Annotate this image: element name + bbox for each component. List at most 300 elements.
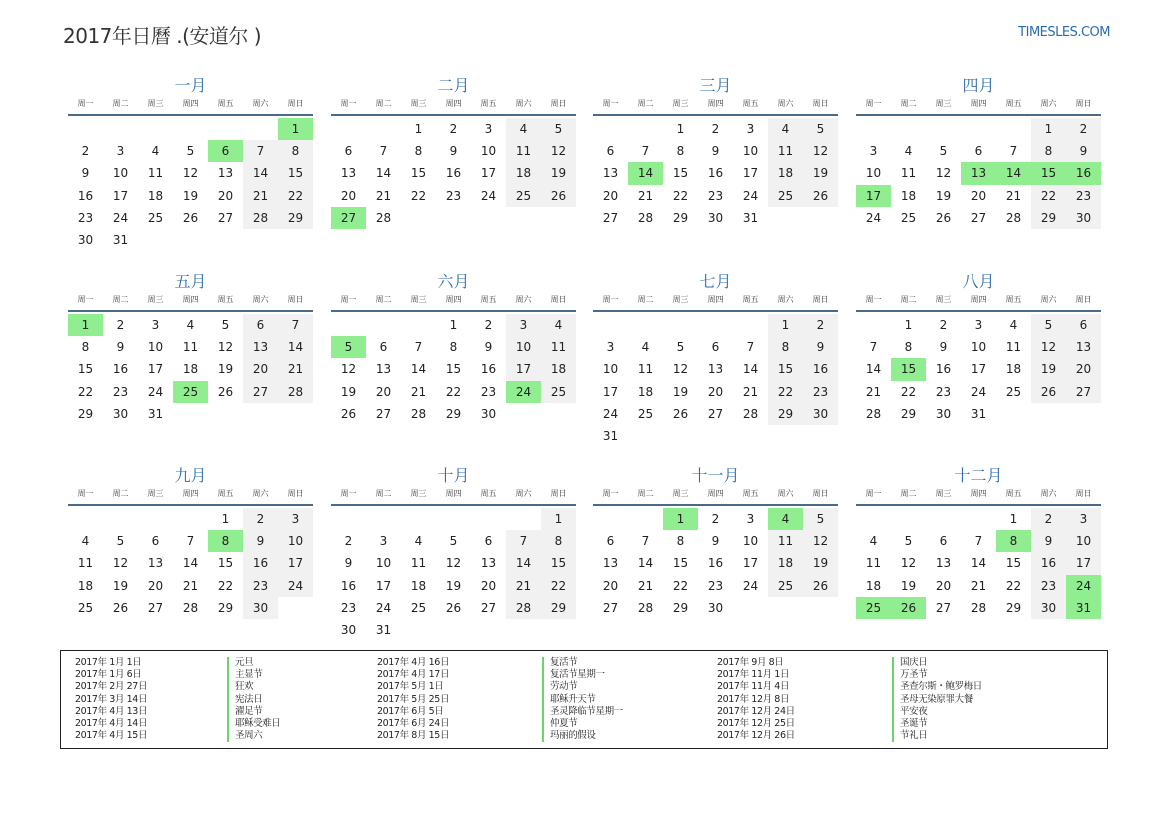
weekday-label: 周五 [742, 489, 759, 498]
day-cell: 29 [445, 406, 462, 421]
day-cell: 19 [1031, 358, 1066, 380]
day-cell: 2 [939, 318, 948, 332]
holiday-day-cell: 14 [628, 162, 663, 184]
day-cell: 7 [746, 340, 755, 355]
weekday-label: 周五 [217, 295, 234, 304]
day-cell: 20 [243, 358, 278, 380]
day-cell: 22 [1031, 185, 1066, 207]
month-6 [331, 271, 576, 425]
day-cell: 14 [742, 362, 759, 377]
month-name: 十月 [437, 466, 470, 485]
day-cell: 22 [77, 384, 94, 399]
day-cell: 2 [1031, 508, 1066, 530]
day-cell: 3 [379, 534, 388, 549]
day-cell: 12 [803, 530, 838, 552]
day-cell: 26 [112, 600, 129, 615]
day-cell: 12 [112, 556, 129, 571]
day-cell: 13 [602, 166, 619, 181]
weekday-label: 周三 [147, 489, 164, 498]
weekday-header [68, 293, 313, 312]
weekday-label: 周四 [182, 295, 199, 304]
weekday-header [856, 487, 1101, 506]
day-cell: 14 [278, 336, 313, 358]
day-cell: 2 [243, 508, 278, 530]
day-grid [593, 508, 838, 619]
day-cell: 13 [340, 166, 357, 181]
day-cell: 16 [445, 166, 462, 181]
day-cell: 26 [217, 384, 234, 399]
day-cell: 23 [480, 384, 497, 399]
day-cell: 10 [602, 362, 619, 377]
day-cell: 24 [480, 188, 497, 203]
day-cell: 1 [414, 122, 423, 136]
day-cell: 12 [541, 140, 576, 162]
empty-cell [593, 314, 628, 336]
empty-cell [138, 118, 173, 140]
weekday-label: 周三 [147, 99, 164, 108]
day-cell: 19 [217, 362, 234, 377]
weekday-label: 周日 [287, 295, 304, 304]
weekday-label: 周六 [777, 99, 794, 108]
day-cell: 10 [865, 166, 882, 181]
day-cell: 3 [1066, 508, 1101, 530]
day-cell: 27 [480, 600, 497, 615]
holiday-day-cell: 6 [208, 140, 243, 162]
weekday-label: 周日 [812, 99, 829, 108]
day-cell: 10 [742, 534, 759, 549]
day-cell: 7 [414, 340, 423, 355]
day-cell: 14 [182, 556, 199, 571]
empty-cell [471, 508, 506, 530]
day-cell: 14 [375, 166, 392, 181]
day-cell: 4 [541, 314, 576, 336]
day-cell: 17 [742, 166, 759, 181]
day-cell: 19 [340, 384, 357, 399]
day-cell: 4 [506, 118, 541, 140]
day-cell: 4 [151, 144, 160, 159]
day-cell: 22 [672, 188, 689, 203]
day-cell: 2 [711, 122, 720, 136]
day-cell: 12 [803, 140, 838, 162]
day-cell: 20 [217, 188, 234, 203]
day-cell: 5 [803, 118, 838, 140]
empty-cell [401, 314, 436, 336]
holiday-day-cell: 13 [961, 162, 996, 184]
empty-cell [366, 314, 401, 336]
day-cell: 8 [676, 144, 685, 159]
day-cell: 24 [970, 384, 987, 399]
day-cell: 22 [672, 578, 689, 593]
day-cell: 23 [445, 188, 462, 203]
weekday-label: 周三 [672, 295, 689, 304]
day-cell: 9 [116, 340, 125, 355]
weekday-label: 周三 [147, 295, 164, 304]
holiday-day-cell: 8 [996, 530, 1031, 552]
day-cell: 30 [243, 597, 278, 619]
day-cell: 5 [904, 534, 913, 549]
day-cell: 12 [445, 556, 462, 571]
holiday-day-cell: 15 [1031, 162, 1066, 184]
day-cell: 20 [375, 384, 392, 399]
day-cell: 15 [541, 552, 576, 574]
day-cell: 11 [1005, 340, 1022, 355]
day-cell: 21 [410, 384, 427, 399]
day-cell: 4 [414, 534, 423, 549]
day-cell: 27 [243, 381, 278, 403]
holiday-name: 圣查尔斯・鲍罗梅日 [900, 681, 982, 693]
day-cell: 12 [900, 556, 917, 571]
day-cell: 28 [278, 381, 313, 403]
day-cell: 9 [81, 166, 90, 181]
day-cell: 24 [112, 210, 129, 225]
day-cell: 23 [1031, 575, 1066, 597]
holiday-name: 圣灵降临节星期一 [550, 705, 623, 717]
day-cell: 18 [768, 552, 803, 574]
day-cell: 11 [865, 556, 882, 571]
day-cell: 7 [869, 340, 878, 355]
day-cell: 27 [217, 210, 234, 225]
day-cell: 18 [147, 188, 164, 203]
day-cell: 7 [379, 144, 388, 159]
day-cell: 21 [970, 578, 987, 593]
day-cell: 17 [278, 552, 313, 574]
day-cell: 5 [676, 340, 685, 355]
month-4 [856, 75, 1101, 229]
weekday-label: 周日 [1075, 295, 1092, 304]
empty-cell [243, 118, 278, 140]
day-cell: 20 [1066, 358, 1101, 380]
day-cell: 2 [803, 314, 838, 336]
day-cell: 3 [746, 122, 755, 136]
day-cell: 1 [541, 508, 576, 530]
day-cell: 9 [243, 530, 278, 552]
weekday-label: 周六 [1040, 489, 1057, 498]
weekday-label: 周四 [445, 295, 462, 304]
month-name: 十二月 [954, 466, 1003, 485]
month-5 [68, 271, 313, 425]
holiday-dates-column [377, 657, 449, 742]
day-cell: 28 [243, 207, 278, 229]
weekday-label: 周四 [707, 489, 724, 498]
weekday-label: 周五 [1005, 295, 1022, 304]
holiday-dates-column [75, 657, 147, 742]
day-cell: 4 [768, 118, 803, 140]
day-cell: 16 [112, 362, 129, 377]
empty-cell [733, 314, 768, 336]
holiday-day-cell: 24 [1066, 575, 1101, 597]
holiday-names-column [542, 657, 623, 742]
empty-cell [961, 508, 996, 530]
day-cell: 18 [637, 384, 654, 399]
day-cell: 26 [935, 210, 952, 225]
day-cell: 25 [768, 575, 803, 597]
day-cell: 1 [1009, 512, 1018, 526]
weekday-label: 周一 [340, 99, 357, 108]
day-cell: 22 [278, 185, 313, 207]
day-cell: 12 [182, 166, 199, 181]
day-cell: 11 [900, 166, 917, 181]
day-cell: 29 [1031, 207, 1066, 229]
day-cell: 23 [243, 575, 278, 597]
day-cell: 18 [1005, 362, 1022, 377]
day-cell: 21 [742, 384, 759, 399]
holiday-day-cell: 31 [1066, 597, 1101, 619]
day-cell: 7 [974, 534, 983, 549]
empty-cell [891, 118, 926, 140]
weekday-header [593, 293, 838, 312]
holiday-date: 2017年 6月 24日 [377, 718, 450, 730]
day-cell: 28 [506, 597, 541, 619]
holiday-day-cell: 4 [768, 508, 803, 530]
day-cell: 27 [970, 210, 987, 225]
day-cell: 29 [768, 403, 803, 425]
month-name: 二月 [437, 76, 470, 95]
day-cell: 7 [243, 140, 278, 162]
empty-cell [856, 314, 891, 336]
day-cell: 3 [869, 144, 878, 159]
empty-cell [698, 314, 733, 336]
holiday-date: 2017年 12月 26日 [717, 730, 795, 742]
day-cell: 30 [480, 406, 497, 421]
weekday-header [856, 293, 1101, 312]
day-cell: 12 [672, 362, 689, 377]
day-cell: 28 [1005, 210, 1022, 225]
day-cell: 7 [641, 144, 650, 159]
day-cell: 10 [506, 336, 541, 358]
weekday-label: 周四 [182, 99, 199, 108]
holiday-name: 节礼日 [900, 730, 928, 742]
weekday-label: 周一 [602, 295, 619, 304]
weekday-label: 周五 [217, 99, 234, 108]
day-cell: 25 [77, 600, 94, 615]
empty-cell [628, 508, 663, 530]
holiday-name: 耶稣升天节 [550, 693, 596, 705]
empty-cell [208, 118, 243, 140]
weekday-label: 周二 [112, 99, 129, 108]
day-cell: 6 [344, 144, 353, 159]
holiday-date: 2017年 11月 1日 [717, 669, 790, 681]
day-cell: 29 [672, 600, 689, 615]
day-cell: 27 [602, 210, 619, 225]
holiday-date: 2017年 4月 13日 [75, 705, 148, 717]
day-grid [593, 118, 838, 229]
holiday-date: 2017年 9月 8日 [717, 657, 784, 668]
day-cell: 29 [672, 210, 689, 225]
day-cell: 25 [147, 210, 164, 225]
weekday-label: 周一 [77, 99, 94, 108]
day-cell: 15 [217, 556, 234, 571]
holiday-day-cell: 25 [173, 381, 208, 403]
weekday-header [593, 97, 838, 116]
holiday-name: 平安夜 [900, 705, 928, 717]
day-cell: 9 [1066, 140, 1101, 162]
day-cell: 13 [243, 336, 278, 358]
day-cell: 9 [711, 144, 720, 159]
empty-cell [926, 118, 961, 140]
day-cell: 9 [939, 340, 948, 355]
day-cell: 25 [506, 185, 541, 207]
weekday-header [593, 487, 838, 506]
month-name: 七月 [699, 272, 732, 291]
day-cell: 11 [506, 140, 541, 162]
day-cell: 21 [637, 578, 654, 593]
day-cell: 14 [506, 552, 541, 574]
empty-cell [366, 118, 401, 140]
weekday-label: 周三 [410, 99, 427, 108]
day-cell: 23 [707, 578, 724, 593]
day-cell: 4 [869, 534, 878, 549]
empty-cell [926, 508, 961, 530]
day-cell: 25 [410, 600, 427, 615]
month-name: 四月 [962, 76, 995, 95]
day-cell: 3 [606, 340, 615, 355]
day-cell: 21 [182, 578, 199, 593]
weekday-label: 周日 [1075, 489, 1092, 498]
weekday-label: 周二 [637, 99, 654, 108]
day-cell: 6 [939, 534, 948, 549]
day-cell: 2 [81, 144, 90, 159]
empty-cell [506, 508, 541, 530]
day-cell: 6 [974, 144, 983, 159]
day-cell: 28 [182, 600, 199, 615]
weekday-label: 周四 [445, 489, 462, 498]
weekday-header [68, 487, 313, 506]
day-cell: 30 [77, 232, 94, 247]
weekday-header [68, 97, 313, 116]
empty-cell [593, 118, 628, 140]
weekday-label: 周四 [970, 295, 987, 304]
site-brand[interactable]: TIMESLES.COM [1018, 25, 1110, 40]
day-cell: 8 [768, 336, 803, 358]
day-cell: 26 [672, 406, 689, 421]
day-cell: 17 [112, 188, 129, 203]
day-cell: 21 [375, 188, 392, 203]
day-cell: 23 [77, 210, 94, 225]
holiday-names-column [227, 657, 281, 742]
day-cell: 23 [112, 384, 129, 399]
day-cell: 31 [375, 622, 392, 637]
month-name: 一月 [174, 76, 207, 95]
weekday-label: 周六 [777, 295, 794, 304]
day-cell: 19 [672, 384, 689, 399]
day-cell: 17 [1066, 552, 1101, 574]
weekday-label: 周一 [865, 99, 882, 108]
month-12 [856, 465, 1101, 619]
day-cell: 27 [707, 406, 724, 421]
day-cell: 1 [1031, 118, 1066, 140]
month-name: 八月 [962, 272, 995, 291]
weekday-label: 周一 [602, 99, 619, 108]
weekday-header [331, 293, 576, 312]
day-cell: 11 [637, 362, 654, 377]
weekday-label: 周五 [480, 99, 497, 108]
day-cell: 29 [541, 597, 576, 619]
day-cell: 21 [278, 358, 313, 380]
day-cell: 17 [147, 362, 164, 377]
day-cell: 21 [506, 575, 541, 597]
holiday-dates-column [717, 657, 795, 742]
day-cell: 20 [602, 578, 619, 593]
weekday-label: 周五 [1005, 99, 1022, 108]
day-cell: 16 [1031, 552, 1066, 574]
weekday-label: 周三 [410, 295, 427, 304]
weekday-label: 周日 [287, 99, 304, 108]
day-cell: 4 [81, 534, 90, 549]
day-cell: 6 [606, 144, 615, 159]
day-cell: 17 [506, 358, 541, 380]
day-cell: 24 [375, 600, 392, 615]
weekday-label: 周五 [1005, 489, 1022, 498]
day-cell: 9 [449, 144, 458, 159]
weekday-label: 周二 [112, 489, 129, 498]
empty-cell [401, 508, 436, 530]
holiday-name: 元旦 [235, 657, 254, 668]
holiday-name: 复活节 [550, 657, 578, 668]
day-cell: 8 [1031, 140, 1066, 162]
weekday-label: 周二 [900, 295, 917, 304]
weekday-label: 周二 [900, 99, 917, 108]
day-cell: 21 [637, 188, 654, 203]
day-cell: 1 [904, 318, 913, 332]
day-cell: 22 [900, 384, 917, 399]
holiday-names-column [892, 657, 982, 742]
holiday-name: 仲夏节 [550, 718, 578, 730]
day-cell: 15 [410, 166, 427, 181]
holiday-day-cell: 1 [663, 508, 698, 530]
weekday-label: 周一 [77, 295, 94, 304]
weekday-label: 周一 [865, 489, 882, 498]
empty-cell [663, 314, 698, 336]
month-1 [68, 75, 313, 251]
day-cell: 13 [217, 166, 234, 181]
day-cell: 23 [707, 188, 724, 203]
day-cell: 5 [449, 534, 458, 549]
weekday-label: 周四 [707, 99, 724, 108]
day-grid [68, 314, 313, 425]
weekday-label: 周二 [900, 489, 917, 498]
day-cell: 25 [900, 210, 917, 225]
empty-cell [331, 314, 366, 336]
day-cell: 26 [541, 185, 576, 207]
empty-cell [628, 314, 663, 336]
day-grid [331, 314, 576, 425]
day-cell: 3 [278, 508, 313, 530]
holiday-date: 2017年 4月 16日 [377, 657, 450, 668]
day-cell: 31 [602, 428, 619, 443]
weekday-label: 周六 [777, 489, 794, 498]
day-cell: 11 [410, 556, 427, 571]
day-cell: 2 [344, 534, 353, 549]
holiday-name: 宪法日 [235, 693, 263, 705]
day-cell: 20 [935, 578, 952, 593]
month-10 [331, 465, 576, 641]
weekday-label: 周日 [550, 99, 567, 108]
day-grid [68, 508, 313, 619]
day-cell: 21 [1005, 188, 1022, 203]
holiday-date: 2017年 1月 1日 [75, 657, 142, 668]
day-cell: 8 [676, 534, 685, 549]
holiday-day-cell: 24 [506, 381, 541, 403]
weekday-label: 周一 [602, 489, 619, 498]
weekday-label: 周六 [252, 295, 269, 304]
holiday-date: 2017年 4月 17日 [377, 669, 450, 681]
day-cell: 28 [970, 600, 987, 615]
day-cell: 11 [147, 166, 164, 181]
day-cell: 25 [541, 381, 576, 403]
day-cell: 6 [606, 534, 615, 549]
day-cell: 30 [707, 210, 724, 225]
holiday-name: 濯足节 [235, 705, 263, 717]
